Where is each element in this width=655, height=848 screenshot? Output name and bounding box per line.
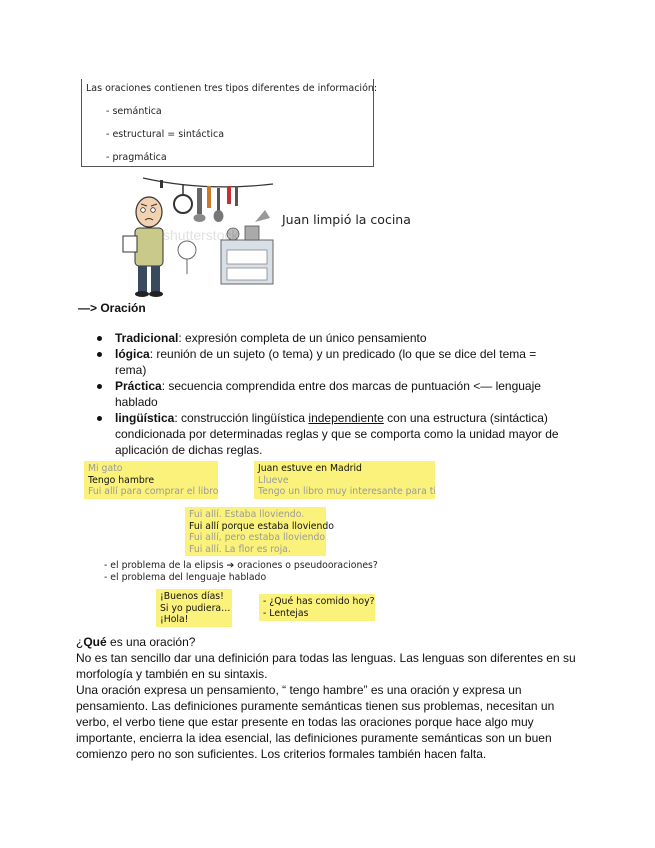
- cartoon-caption: Juan limpió la cocina: [282, 212, 411, 227]
- definition-underlined: independiente: [308, 411, 384, 425]
- watermark-text: shutterstock: [163, 227, 239, 243]
- definition-text: : reunión de un sujeto (o tema) y un predicado (lo que se dice del tema = rema): [115, 347, 537, 377]
- bullet-icon: [97, 336, 102, 341]
- example-line: Fui allí. La flor es roja.: [189, 543, 291, 555]
- example-line: Fui allí. Estaba lloviendo.: [189, 509, 305, 520]
- definition-item: [95, 410, 565, 458]
- example-box-4: [156, 589, 232, 627]
- bullet-icon: [97, 384, 102, 389]
- example-line: ¡Hola!: [160, 614, 189, 625]
- definitions-list: [95, 330, 565, 458]
- definition-term: Práctica: [115, 379, 162, 393]
- definition-item: [95, 330, 565, 346]
- example-line: Mi gato: [88, 463, 123, 474]
- definition-text: con una estructura (sintáctica) condicionada por determinadas reglas y que se comporta como la unidad mayor de aplicación de dichas reglas.: [115, 411, 559, 457]
- example-line: Llueve: [258, 474, 289, 486]
- example-line: Fui allí, pero estaba lloviendo: [189, 532, 326, 543]
- definition-text: : expresión completa de un único pensamiento: [178, 331, 427, 345]
- example-box-2: [254, 461, 435, 499]
- info-item-estructural: - estructural = sintáctica: [106, 129, 225, 140]
- info-item-semantica: - semántica: [106, 106, 162, 117]
- definition-text: : secuencia comprendida entre dos marcas de puntuación <— lenguaje hablado: [115, 379, 541, 409]
- section-heading: —> Oración: [78, 301, 146, 315]
- arrow-right-icon: ➔: [226, 560, 235, 571]
- example-box-1: [84, 461, 218, 499]
- problems-list: [104, 560, 378, 583]
- example-box-3: [185, 507, 334, 556]
- example-line: Juan estuve en Madrid: [258, 463, 362, 474]
- example-line: - Lentejas: [263, 607, 309, 619]
- definition-term: lógica: [115, 347, 150, 361]
- problem-lenguaje-hablado: - el problema del lenguaje hablado: [104, 571, 267, 583]
- example-line: Tengo hambre: [88, 474, 155, 486]
- cartoon-drawing: [105, 170, 285, 298]
- example-line: - ¿Qué has comido hoy?: [263, 596, 375, 607]
- info-item-pragmatica: - pragmática: [106, 152, 167, 163]
- definition-term: Tradicional: [115, 331, 179, 345]
- example-line: Fui allí porque estaba lloviendo: [189, 520, 334, 532]
- info-box-title: Las oraciones contienen tres tipos diferentes de información:: [86, 83, 378, 94]
- example-box-5: [259, 594, 375, 621]
- body-text: [76, 634, 576, 762]
- example-line: Tengo un libro muy interesante para ti: [258, 486, 436, 497]
- paragraph: No es tan sencillo dar una definición para todas las lenguas. Las lenguas son diferentes en su morfología y también en su sintaxis.: [76, 651, 576, 681]
- definition-text: : construcción lingüística: [174, 411, 309, 425]
- example-line: Fui allí para comprar el libro: [88, 486, 219, 497]
- problem-elipsis: - el problema de la elipsis ➔ oraciones o pseudooraciones?: [104, 560, 378, 571]
- paragraph: Una oración expresa un pensamiento, “ tengo hambre” es una oración y expresa un pensamiento. Las definiciones puramente semánticas tienen sus problemas, necesitan un verbo, el verbo tiene que estar presente en todas las oraciones porque hace algo muy importante, encierra la idea esencial, las definiciones puramente semánticas son un buen comienzo pero no son suficientes. Los criterios formales también hacen falta.: [76, 683, 555, 761]
- cartoon-illustration: [105, 170, 285, 298]
- example-line: Si yo pudiera…: [160, 602, 231, 614]
- bullet-icon: [97, 416, 102, 421]
- info-box: [81, 79, 378, 167]
- definition-item: [95, 346, 565, 378]
- question-heading: ¿Qué es una oración?: [76, 635, 196, 649]
- definition-term: lingüística: [115, 411, 175, 425]
- definition-item: [95, 378, 565, 410]
- bullet-icon: [97, 352, 102, 357]
- example-line: ¡Buenos días!: [160, 591, 224, 602]
